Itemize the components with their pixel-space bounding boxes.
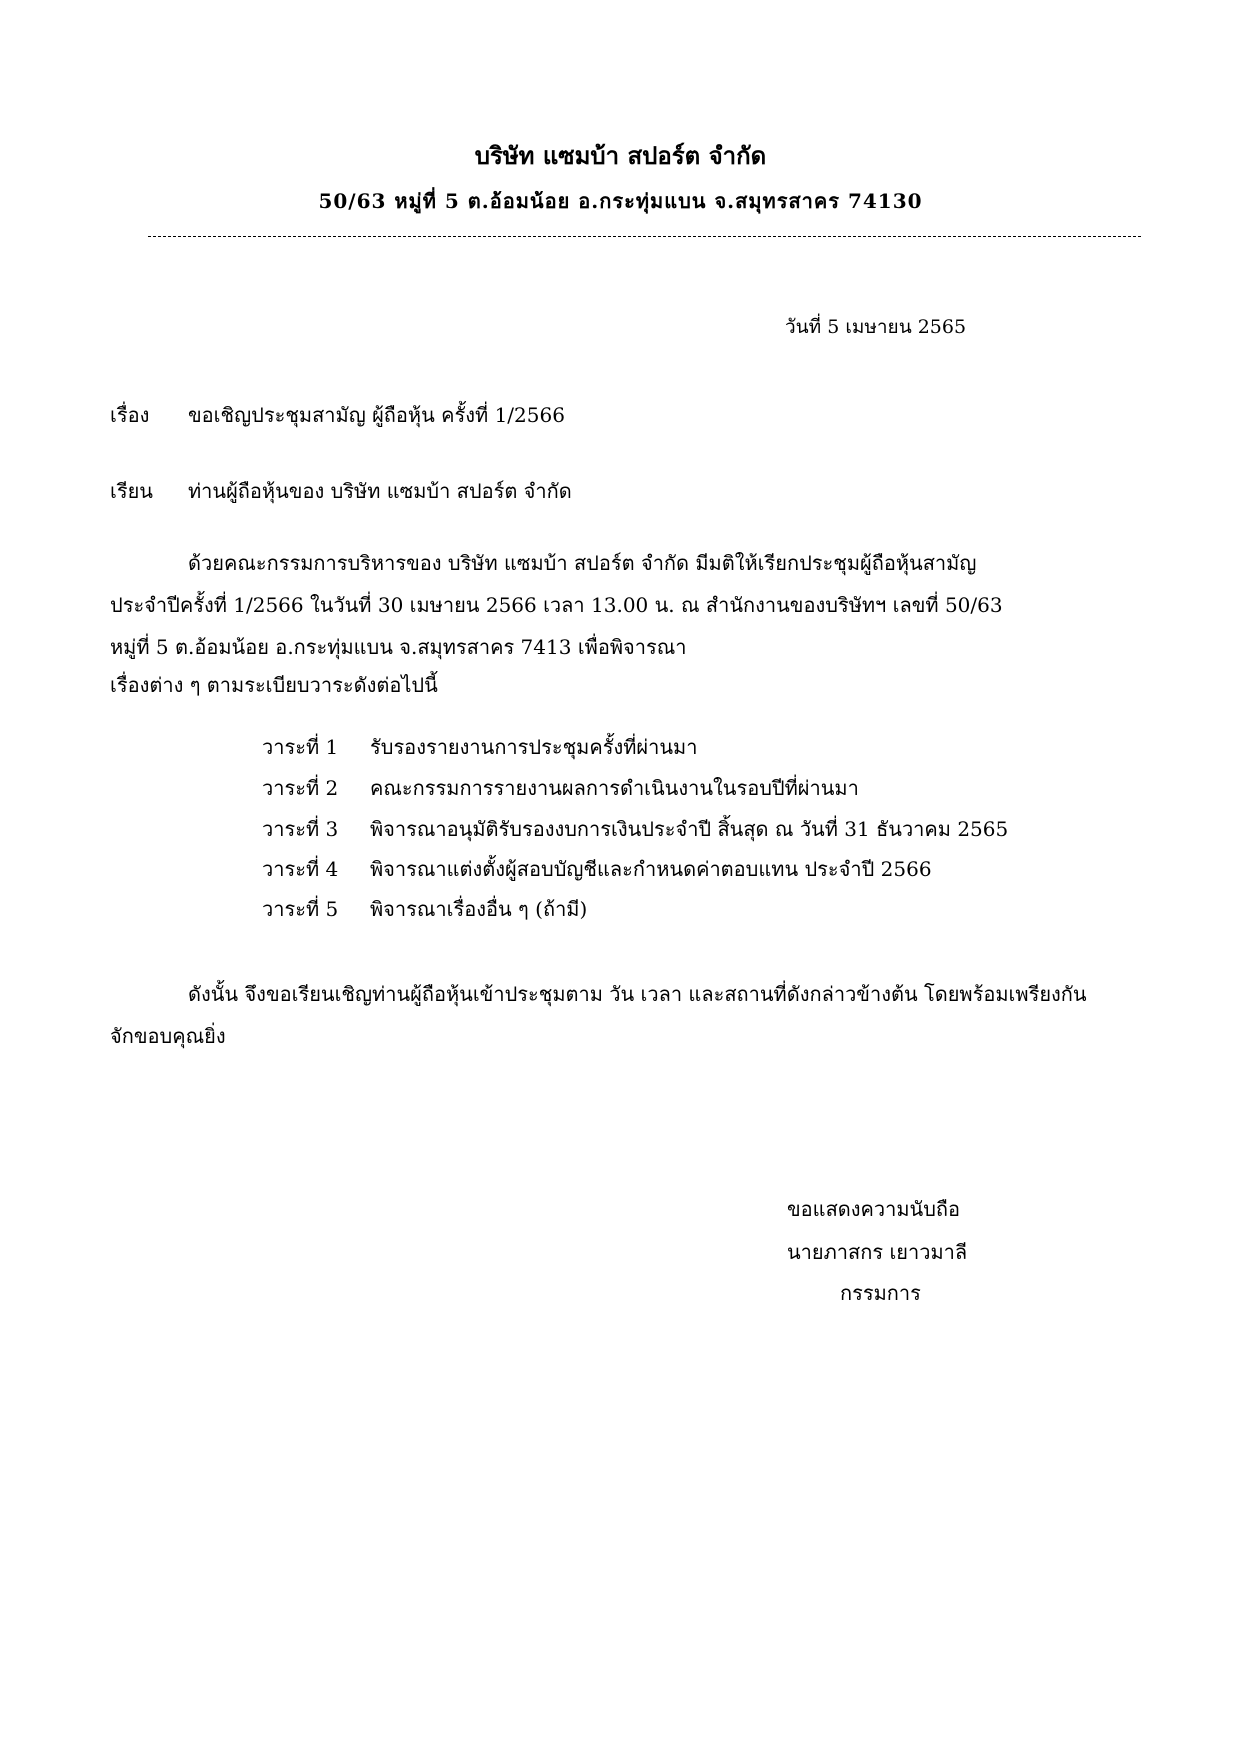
closing-line-1: ดังนั้น จึงขอเรียนเชิญท่านผู้ถือหุ้นเข้าประชุมตาม วัน เวลา และสถานที่ดังกล่าวข้างต้น โดยพร้อมเพรียงกัน bbox=[188, 982, 1087, 1006]
agenda-text: พิจารณาอนุมัติรับรองงบการเงินประจำปี สิ้นสุด ณ วันที่ 31 ธันวาคม 2565 bbox=[370, 817, 1009, 841]
header-divider bbox=[148, 236, 1141, 237]
body-line-2: ประจำปีครั้งที่ 1/2566 ในวันที่ 30 เมษายน 2566 เวลา 13.00 น. ณ สำนักงานของบริษัทฯ เลขที่ 50/63 bbox=[110, 593, 1003, 617]
agenda-number: วาระที่ 2 bbox=[262, 776, 339, 800]
agenda-number: วาระที่ 4 bbox=[262, 857, 339, 881]
addressee-label: เรียน bbox=[110, 479, 153, 503]
company-address: 50/63 หมู่ที่ 5 ต.อ้อมน้อย อ.กระทุ่มแบน จ.สมุทรสาคร 74130 bbox=[318, 189, 923, 213]
agenda-number: วาระที่ 3 bbox=[262, 817, 339, 841]
body-line-1: ด้วยคณะกรรมการบริหารของ บริษัท แซมบ้า สปอร์ต จำกัด มีมติให้เรียกประชุมผู้ถือหุ้นสามัญ bbox=[188, 551, 977, 575]
addressee-text: ท่านผู้ถือหุ้นของ บริษัท แซมบ้า สปอร์ต จำกัด bbox=[188, 479, 572, 503]
signature-closing: ขอแสดงความนับถือ bbox=[787, 1197, 961, 1221]
subject-label: เรื่อง bbox=[110, 403, 150, 427]
agenda-item-2 bbox=[262, 772, 859, 804]
agenda-item-4 bbox=[262, 853, 932, 885]
agenda-text: คณะกรรมการรายงานผลการดำเนินงานในรอบปีที่ผ่านมา bbox=[370, 776, 859, 800]
agenda-text: พิจารณาแต่งตั้งผู้สอบบัญชีและกำหนดค่าตอบแทน ประจำปี 2566 bbox=[370, 857, 932, 881]
agenda-item-3 bbox=[262, 813, 1008, 845]
signature-name: นายภาสกร เยาวมาลี bbox=[787, 1240, 968, 1264]
company-name: บริษัท แซมบ้า สปอร์ต จำกัด bbox=[474, 141, 767, 170]
signature-title: กรรมการ bbox=[840, 1281, 921, 1305]
agenda-number: วาระที่ 5 bbox=[262, 897, 339, 921]
agenda-item-5 bbox=[262, 893, 587, 925]
document-date: วันที่ 5 เมษายน 2565 bbox=[785, 316, 967, 338]
agenda-number: วาระที่ 1 bbox=[262, 735, 339, 759]
body-line-4: เรื่องต่าง ๆ ตามระเบียบวาระดังต่อไปนี้ bbox=[110, 673, 438, 697]
body-line-3: หมู่ที่ 5 ต.อ้อมน้อย อ.กระทุ่มแบน จ.สมุทรสาคร 7413 เพื่อพิจารณา bbox=[110, 635, 687, 659]
agenda-item-1 bbox=[262, 731, 697, 763]
subject-text: ขอเชิญประชุมสามัญ ผู้ถือหุ้น ครั้งที่ 1/2566 bbox=[188, 403, 565, 427]
agenda-text: พิจารณาเรื่องอื่น ๆ (ถ้ามี) bbox=[370, 897, 588, 921]
closing-line-2: จักขอบคุณยิ่ง bbox=[110, 1024, 226, 1048]
agenda-text: รับรองรายงานการประชุมครั้งที่ผ่านมา bbox=[370, 735, 698, 759]
